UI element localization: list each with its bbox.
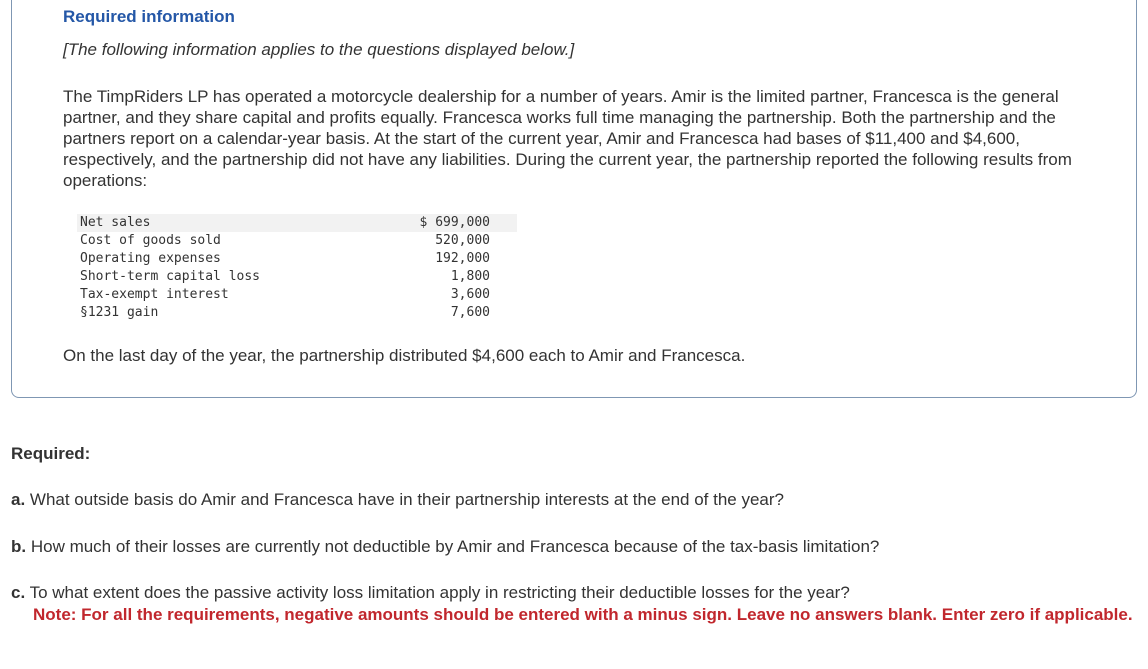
row-label: Operating expenses bbox=[80, 251, 221, 266]
operations-results-table bbox=[77, 214, 517, 322]
row-amount: 192,000 bbox=[435, 251, 490, 266]
row-amount: $ 699,000 bbox=[390, 214, 517, 232]
table-row bbox=[77, 304, 517, 322]
row-label: Tax-exempt interest bbox=[80, 287, 229, 302]
question-a bbox=[11, 490, 784, 510]
panel-heading: Required information bbox=[63, 7, 235, 26]
table-row bbox=[77, 250, 517, 268]
row-label: Cost of goods sold bbox=[80, 233, 221, 248]
row-label: Short-term capital loss bbox=[80, 269, 261, 284]
scenario-text: The TimpRiders LP has operated a motorcycle dealership for a number of years. Amir is the limited partner, Francesca is the general partner, and they share capital and profits equally. Francesca works full time managing the partnership. Both the partnership and the partners report on a calendar-year basis. At the start of the current year, Amir and Francesca had bases of $11,400 and $4,600, respectively, and the partnership did not have any liabilities. During the current year, the partnership reported the following results from operations: bbox=[63, 87, 1072, 190]
required-title: Required: bbox=[11, 444, 91, 463]
table-row bbox=[77, 268, 517, 286]
row-amount: 3,600 bbox=[450, 287, 490, 302]
row-amount: 1,800 bbox=[450, 269, 490, 284]
question-text: To what extent does the passive activity loss limitation apply in restricting their deductible losses for the year? bbox=[25, 583, 850, 602]
row-label: Net sales bbox=[77, 214, 390, 232]
table-row bbox=[77, 286, 517, 304]
question-text: How much of their losses are currently not deductible by Amir and Francesca because of the tax-basis limitation? bbox=[26, 537, 880, 556]
requirements-note: Note: For all the requirements, negative amounts should be entered with a minus sign. Leave no answers blank. Enter zero if applicable. bbox=[33, 605, 1133, 624]
table-row bbox=[77, 214, 517, 232]
question-c bbox=[11, 583, 850, 603]
question-letter: c. bbox=[11, 583, 26, 602]
panel-subheading: [The following information applies to the questions displayed below.] bbox=[63, 40, 575, 59]
table-row bbox=[77, 232, 517, 250]
question-letter: b. bbox=[11, 537, 27, 556]
row-amount: 7,600 bbox=[450, 305, 490, 320]
question-b bbox=[11, 537, 879, 557]
question-letter: a. bbox=[11, 490, 26, 509]
row-label: §1231 gain bbox=[80, 305, 159, 320]
row-amount: 520,000 bbox=[435, 233, 490, 248]
question-text: What outside basis do Amir and Francesca have in their partnership interests at the end of the year? bbox=[25, 490, 784, 509]
distribution-text: On the last day of the year, the partnership distributed $4,600 each to Amir and Francesca. bbox=[63, 346, 746, 365]
